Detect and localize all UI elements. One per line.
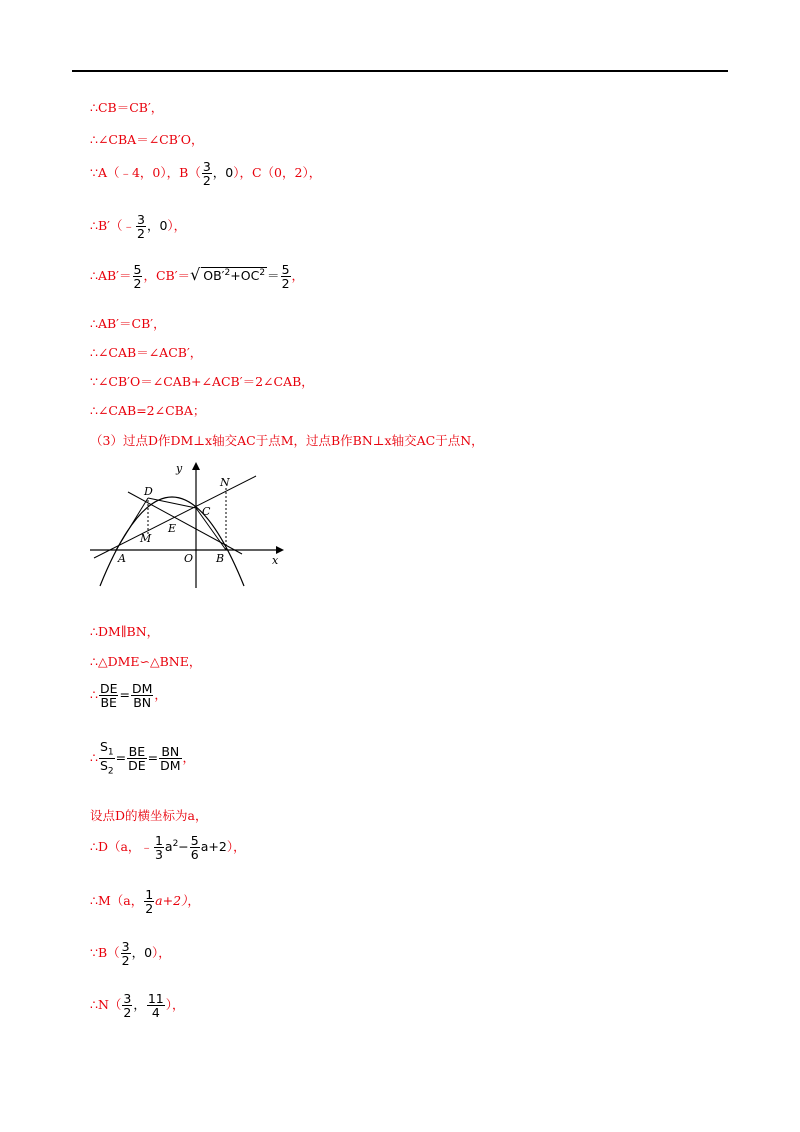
label-e: E <box>168 522 177 535</box>
fraction: $\frac{11}{4}$ <box>147 991 164 1021</box>
fraction: $\frac{1}{3}$ <box>154 833 163 863</box>
line-cb-eq: ∴CB＝CB′， <box>90 100 164 115</box>
label-y: y <box>176 462 183 475</box>
line-point-m: ∴M（a， $\frac{1}{2}$ a+2）， <box>90 887 200 917</box>
line-angle-cba: ∴∠CBA＝∠CB′O， <box>90 132 204 147</box>
label-n: N <box>220 476 230 489</box>
line-angle-sum: ∵∠CB′O＝∠CAB+∠ACB′＝2∠CAB， <box>90 374 314 389</box>
label-a: A <box>118 552 126 565</box>
fraction: $\frac{5}{6}$ <box>190 833 199 863</box>
line-parallel: ∴DM∥BN， <box>90 624 160 639</box>
radicand: $OB'^2+OC^2$ <box>203 267 266 284</box>
line-ab-eq-cb: ∴AB′＝CB′， <box>90 316 166 331</box>
fraction: $\frac{3}{2}$ <box>136 212 145 242</box>
fraction: $\frac{S_1}{S_2}$ <box>99 739 114 777</box>
label-m: M <box>140 532 152 545</box>
line-set-a: 设点D的横坐标为a， <box>90 808 208 823</box>
fraction: $\frac{3}{2}$ <box>202 159 211 189</box>
line-ratio-1: ∴ $\frac{DE}{BE}$ = $\frac{DM}{BN}$ ， <box>90 681 167 711</box>
line-point-n: ∴N（ $\frac{3}{2}$ ， $\frac{11}{4}$ ）， <box>90 991 185 1021</box>
line-coords-abc: ∵A（﹣4，0），B（ $\frac{3}{2}$ ，0），C（0，2）， <box>90 159 322 189</box>
fraction: $\frac{DM}{BN}$ <box>131 681 153 711</box>
line-angle-cab: ∴∠CAB＝∠ACB′， <box>90 345 203 360</box>
line-coords-bprime: ∴B′（﹣ $\frac{3}{2}$ ，0）， <box>90 212 187 242</box>
x-axis-arrow-icon <box>276 546 284 554</box>
label-b: B <box>216 552 225 565</box>
fraction: $\frac{BN}{DM}$ <box>160 743 181 773</box>
y-axis-arrow-icon <box>192 462 200 470</box>
line-point-b: ∵B（ $\frac{3}{2}$ ，0）， <box>90 939 171 969</box>
fraction: $\frac{3}{2}$ <box>123 991 132 1021</box>
line-ab-cb-lengths: ∴AB′＝ $\frac{5}{2}$ ，CB′＝√ $OB'^2+OC^2$ ＝ $\frac{5}{2}$ ， <box>90 262 305 292</box>
sqrt-icon: √ <box>190 265 201 285</box>
line-cb <box>196 508 226 550</box>
fraction: $\frac{5}{2}$ <box>281 262 290 292</box>
label-c: C <box>202 505 211 518</box>
fraction: $\frac{3}{2}$ <box>121 939 130 969</box>
label-d: D <box>144 485 153 498</box>
fraction: $\frac{1}{2}$ <box>145 887 154 917</box>
line-point-d: ∴D（a，﹣ $\frac{1}{3}$ $a^2-$ $\frac{5}{6}$ a+2）， <box>90 833 246 863</box>
label-o: O <box>184 552 194 565</box>
line-ratio-2: ∴ $\frac{S_1}{S_2}$ = $\frac{BE}{DE}$ = $\frac{BN}{DM}$ ， <box>90 739 196 777</box>
geometry-figure <box>86 458 286 593</box>
line-angle-result: ∴∠CAB=2∠CBA； <box>90 403 206 418</box>
fraction: $\frac{5}{2}$ <box>133 262 142 292</box>
line-similar: ∴△DME∽△BNE， <box>90 654 202 669</box>
fraction: $\frac{DE}{BE}$ <box>99 681 118 711</box>
label-x: x <box>272 554 279 567</box>
line-part3-construction: （3）过点D作DM⊥x轴交AC于点M，过点B作BN⊥x轴交AC于点N， <box>90 433 484 448</box>
header-rule <box>72 70 728 72</box>
fraction: $\frac{BE}{DE}$ <box>128 743 146 773</box>
